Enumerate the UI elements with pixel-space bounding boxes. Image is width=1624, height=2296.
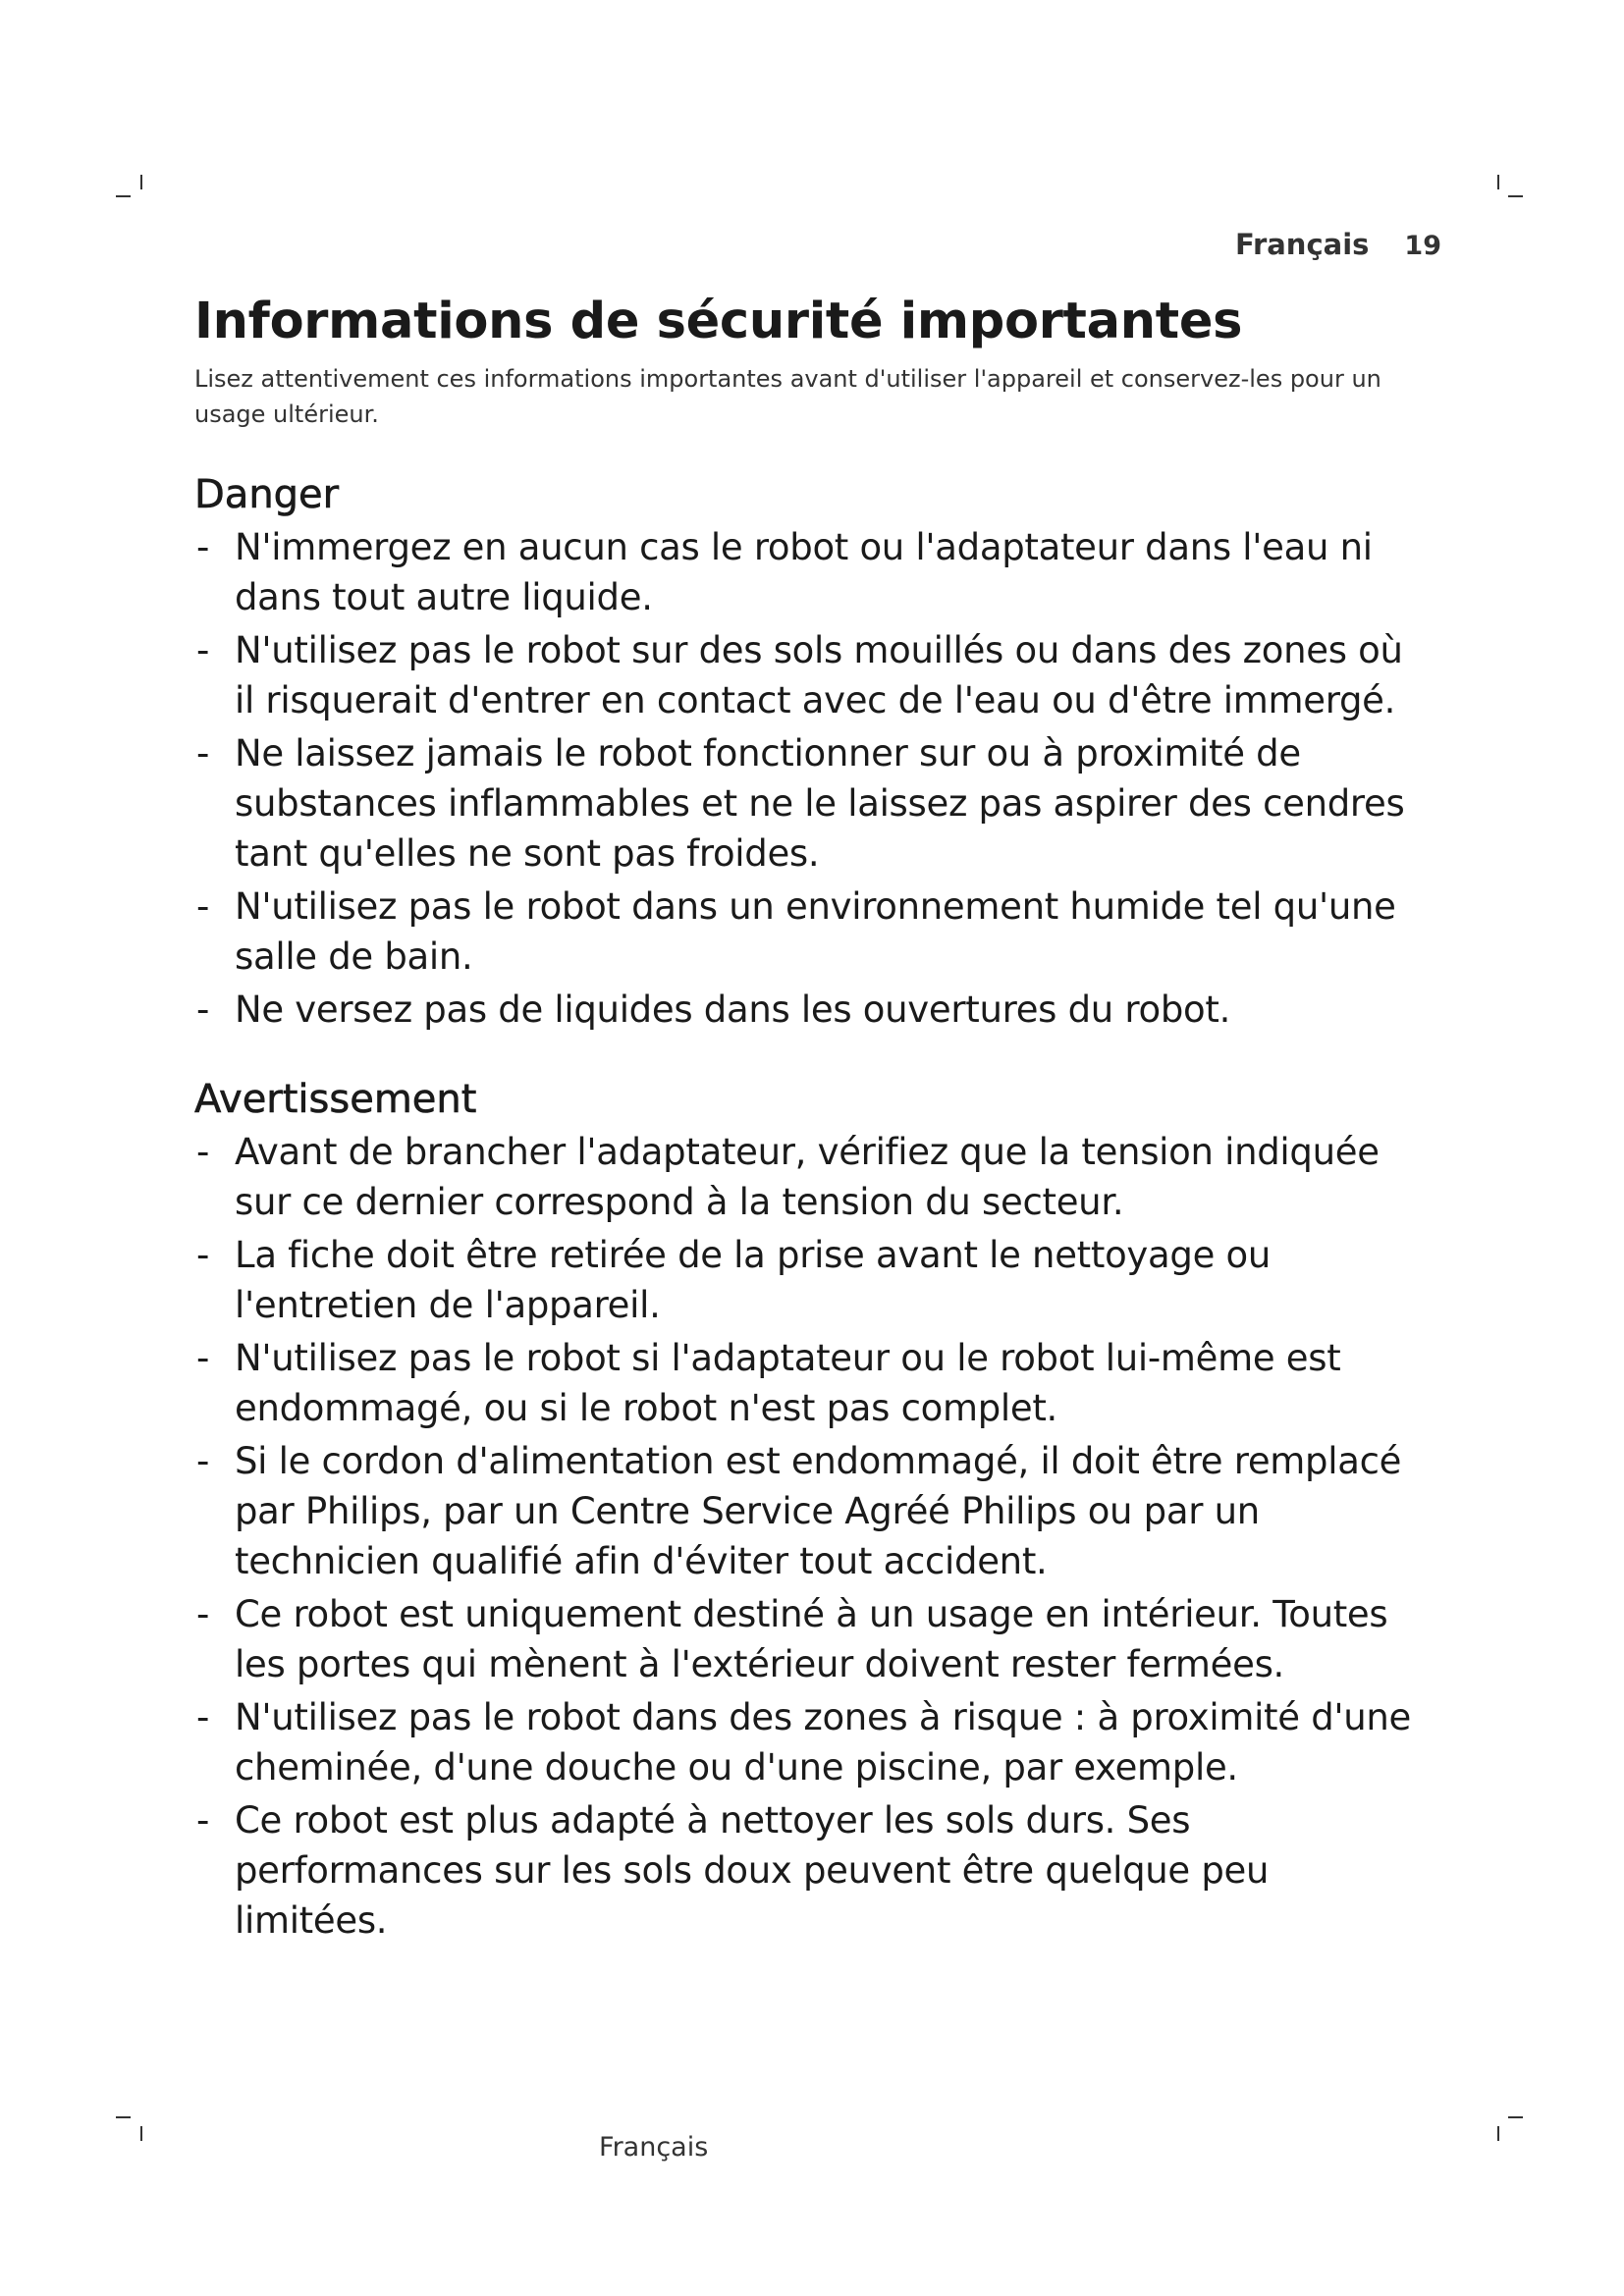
list-item-text: N'utilisez pas le robot dans des zones à risque : à proximité d'une cheminée, d'une douche ou d'une piscine, par exemple. bbox=[235, 1696, 1412, 1789]
list-item-text: La fiche doit être retirée de la prise avant le nettoyage ou l'entretien de l'appareil. bbox=[235, 1234, 1271, 1326]
list-item bbox=[194, 985, 1432, 1035]
dash-bullet: - bbox=[196, 526, 210, 568]
list-item bbox=[194, 625, 1432, 725]
crop-mark-top-right-h bbox=[1508, 195, 1523, 197]
dash-bullet: - bbox=[196, 629, 210, 671]
list-item bbox=[194, 1436, 1432, 1586]
list-item-text: Ne laissez jamais le robot fonctionner sur ou à proximité de substances inflammables et ne le laissez pas aspirer des cendres tant qu'elles ne sont pas froides. bbox=[235, 732, 1405, 875]
page-number: 19 bbox=[1404, 231, 1441, 261]
dash-bullet: - bbox=[196, 1593, 210, 1635]
list-item-text: Ne versez pas de liquides dans les ouvertures du robot. bbox=[235, 988, 1231, 1031]
list-item-text: Ce robot est plus adapté à nettoyer les sols durs. Ses performances sur les sols doux peuvent être quelque peu limitées. bbox=[235, 1799, 1270, 1942]
list-item bbox=[194, 1333, 1432, 1433]
header-language: Français bbox=[1234, 228, 1370, 261]
page-header bbox=[1235, 228, 1441, 261]
dash-bullet: - bbox=[196, 732, 210, 774]
danger-list bbox=[194, 522, 1432, 1035]
dash-bullet: - bbox=[196, 1696, 210, 1738]
list-item bbox=[194, 1230, 1432, 1330]
warning-list bbox=[194, 1127, 1432, 1946]
list-item bbox=[194, 522, 1432, 622]
list-item bbox=[194, 1127, 1432, 1227]
dash-bullet: - bbox=[196, 1337, 210, 1379]
crop-mark-top-left-v bbox=[140, 175, 142, 189]
list-item bbox=[194, 728, 1432, 879]
dash-bullet: - bbox=[196, 1131, 210, 1173]
dash-bullet: - bbox=[196, 1799, 210, 1842]
crop-mark-bottom-right-v bbox=[1497, 2126, 1499, 2141]
crop-mark-top-right-v bbox=[1497, 175, 1499, 189]
list-item-text: Si le cordon d'alimentation est endommagé, il doit être remplacé par Philips, par un Centre Service Agréé Philips ou par un technicien qualifié afin d'éviter tout accident. bbox=[235, 1440, 1402, 1582]
list-item bbox=[194, 1589, 1432, 1689]
crop-mark-bottom-right-h bbox=[1508, 2116, 1523, 2118]
crop-mark-bottom-left-v bbox=[140, 2126, 142, 2141]
crop-mark-bottom-left-h bbox=[116, 2116, 131, 2118]
list-item-text: N'utilisez pas le robot dans un environnement humide tel qu'une salle de bain. bbox=[235, 885, 1396, 978]
intro-paragraph: Lisez attentivement ces informations importantes avant d'utiliser l'appareil et conservez-les pour un usage ultérieur. bbox=[194, 365, 1381, 428]
dash-bullet: - bbox=[196, 885, 210, 928]
page-title: Informations de sécurité importantes bbox=[194, 293, 1243, 350]
dash-bullet: - bbox=[196, 1440, 210, 1482]
section-heading-danger: Danger bbox=[194, 472, 340, 517]
list-item-text: N'utilisez pas le robot si l'adaptateur ou le robot lui-même est endommagé, ou si le robot n'est pas complet. bbox=[235, 1337, 1341, 1429]
list-item-text: Avant de brancher l'adaptateur, vérifiez que la tension indiquée sur ce dernier correspond à la tension du secteur. bbox=[235, 1131, 1380, 1223]
list-item-text: Ce robot est uniquement destiné à un usage en intérieur. Toutes les portes qui mènent à l'extérieur doivent rester fermées. bbox=[235, 1593, 1388, 1685]
page-footer: Français bbox=[599, 2132, 709, 2163]
section-heading-warning: Avertissement bbox=[194, 1077, 477, 1122]
list-item bbox=[194, 1795, 1432, 1946]
dash-bullet: - bbox=[196, 1234, 210, 1276]
list-item bbox=[194, 1692, 1432, 1792]
crop-mark-top-left-h bbox=[116, 195, 131, 197]
list-item bbox=[194, 881, 1432, 982]
list-item-text: N'utilisez pas le robot sur des sols mouillés ou dans des zones où il risquerait d'entrer en contact avec de l'eau ou d'être immergé. bbox=[235, 629, 1403, 721]
document-body bbox=[194, 291, 1432, 1949]
dash-bullet: - bbox=[196, 988, 210, 1031]
list-item-text: N'immergez en aucun cas le robot ou l'adaptateur dans l'eau ni dans tout autre liquide. bbox=[235, 526, 1373, 618]
